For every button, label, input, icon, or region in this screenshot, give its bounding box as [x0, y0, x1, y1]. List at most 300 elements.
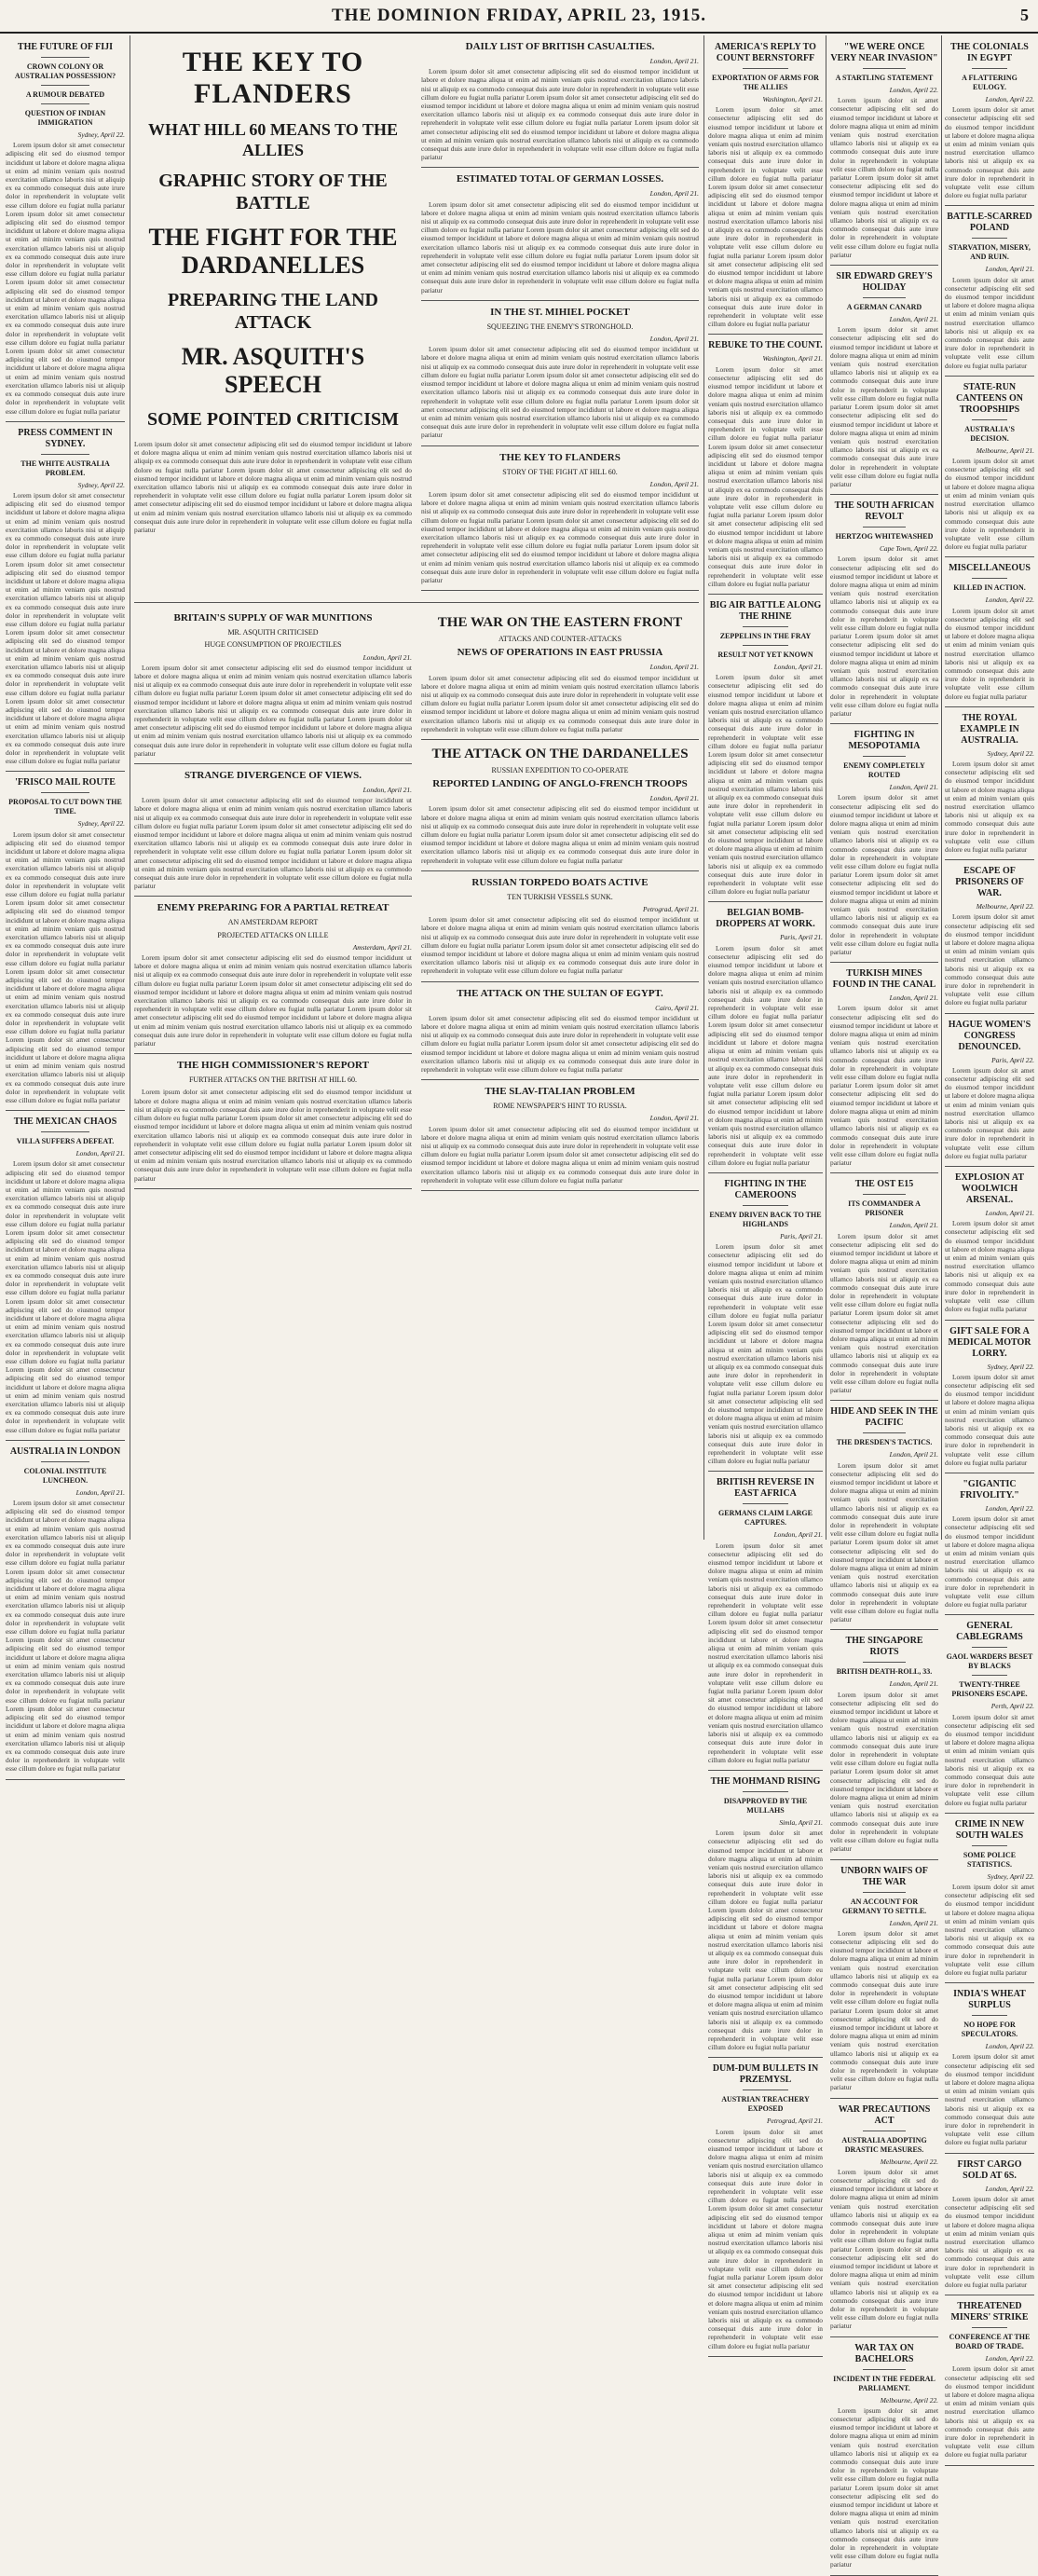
dateline: Perth, April 22. — [990, 1702, 1034, 1711]
rule-short — [863, 1662, 906, 1663]
rule-short — [743, 1791, 788, 1792]
dateline: London, April 22. — [889, 86, 938, 94]
article-headline: FIRST CARGO SOLD AT 6S. — [957, 2158, 1022, 2181]
dateline: London, April 21. — [889, 1450, 938, 1459]
dateline: Melbourne, April 22. — [976, 902, 1034, 911]
article-headline: WAR TAX ON BACHELORS — [854, 2342, 914, 2364]
section-body: Lorem ipsum dolor sit amet consectetur adipiscing elit sed do eiusmod tempor incididunt ut labore et dolore magna aliqua ut enim ad minim veniam quis nostrud exercitation ullamco laboris nisi ut aliquip ex ea commodo consequat duis aute irure dolor in reprehenderit in voluptate velit esse cillum dolore eu fugiat nulla pariatur Lorem ipsum dolor sit amet consectetur adipiscing elit sed do eiusmod tempor incididunt ut labore et dolore magna aliqua ut enim ad minim veniam quis nostrud exercitation ullamco laboris nisi ut aliquip ex ea commodo consequat duis aute irure dolor in reprehenderit in voluptate velit esse cillum dolore eu fugiat nulla pariatur — [421, 1013, 699, 1075]
dateline: Sydney, April 22. — [77, 819, 125, 829]
article-subheadline: A GERMAN CANARD — [846, 303, 922, 312]
article-subheadline: NO HOPE FOR SPECULATORS. — [961, 2021, 1018, 2039]
article-body: Lorem ipsum dolor sit amet consectetur adipiscing elit sed do eiusmod tempor incididunt ut labore et dolore magna aliqua ut enim ad minim veniam quis nostrud exercitation ullamco laboris nisi ut aliquip ex ea commodo consequat duis aute irure dolor in reprehenderit in voluptate velit esse cillum dolore eu fugiat nulla pariatur Lorem ipsum dolor sit amet consectetur adipiscing elit sed do eiusmod tempor incididunt ut labore et dolore magna aliqua ut enim ad minim veniam quis nostrud exercitation ullamco laboris nisi ut aliquip ex ea commodo consequat duis aute irure dolor in reprehenderit in voluptate velit esse cillum dolore eu fugiat nulla pariatur Lorem ipsum dolor sit amet consectetur adipiscing elit sed do eiusmod tempor incididunt ut labore et dolore magna aliqua ut enim ad minim veniam quis nostrud exercitation ullamco laboris nisi ut aliquip ex ea commodo consequat duis aute irure dolor in reprehenderit in voluptate velit esse cillum dolore eu fugiat nulla pariatur Lorem ipsum dolor sit amet consectetur adipiscing elit sed do eiusmod tempor incididunt ut labore et dolore magna aliqua ut enim ad minim veniam quis nostrud exercitation ullamco laboris nisi ut aliquip ex ea commodo consequat duis aute irure dolor in reprehenderit in voluptate velit esse cillum dolore eu fugiat nulla pariatur — [6, 829, 125, 1104]
rule-short — [972, 419, 1007, 420]
dateline: Sydney, April 22. — [987, 748, 1034, 758]
article-body: Lorem ipsum dolor sit amet consectetur adipiscing elit sed do eiusmod tempor incididunt ut labore et dolore magna aliqua ut enim ad minim veniam quis nostrud exercitation ullamco laboris nisi ut aliquip ex ea commodo consequat duis aute irure dolor in reprehenderit in voluptate velit esse cillum dolore eu fugiat nulla pariatur Lorem ipsum dolor sit amet consectetur adipiscing elit sed do eiusmod tempor incididunt ut labore et dolore magna aliqua ut enim ad minim veniam quis nostrud exercitation ullamco laboris nisi ut aliquip ex ea commodo consequat duis aute irure dolor in reprehenderit in voluptate velit esse cillum dolore eu fugiat nulla pariatur — [830, 1231, 938, 1395]
article-headline: TURKISH MINES FOUND IN THE CANAL — [832, 968, 936, 991]
column-5 — [945, 37, 1034, 2460]
article-body: Lorem ipsum dolor sit amet consectetur adipiscing elit sed do eiusmod tempor incididunt ut labore et dolore magna aliqua ut enim ad minim veniam quis nostrud exercitation ullamco laboris nisi ut aliquip ex ea commodo consequat duis aute irure dolor in reprehenderit in voluptate velit esse cillum dolore eu fugiat nulla pariatur — [945, 759, 1034, 854]
rule-short — [41, 792, 89, 793]
rule-short — [863, 1194, 906, 1195]
rule-short — [972, 1647, 1007, 1648]
dateline: London, April 21. — [985, 265, 1034, 274]
rule-short — [863, 2369, 906, 2370]
article-rule — [708, 334, 823, 335]
article-body: Lorem ipsum dolor sit amet consectetur adipiscing elit sed do eiusmod tempor incididunt ut labore et dolore magna aliqua ut enim ad minim veniam quis nostrud exercitation ullamco laboris nisi ut aliquip ex ea commodo consequat duis aute irure dolor in reprehenderit in voluptate velit esse cillum dolore eu fugiat nulla pariatur — [945, 1712, 1034, 1807]
article-subheadline: AUSTRIAN TREACHERY EXPOSED — [721, 2095, 810, 2114]
rule-short — [743, 68, 788, 69]
article-headline: "WE WERE ONCE VERY NEAR INVASION" — [830, 42, 938, 63]
article-subheadline: CONFERENCE AT THE BOARD OF TRADE. — [949, 2333, 1031, 2351]
article-subheadline: DISAPPROVED BY THE MULLAHS — [723, 1796, 808, 1815]
rule-short — [972, 1845, 1007, 1846]
rule-short — [972, 2015, 1007, 2016]
rule-short — [863, 297, 906, 298]
article-body: Lorem ipsum dolor sit amet consectetur adipiscing elit sed do eiusmod tempor incididunt ut labore et dolore magna aliqua ut enim ad minim veniam quis nostrud exercitation ullamco laboris nisi ut aliquip ex ea commodo consequat duis aute irure dolor in reprehenderit in voluptate velit esse cillum dolore eu fugiat nulla pariatur — [945, 2052, 1034, 2147]
section-rule — [421, 1190, 699, 1191]
section-body: Lorem ipsum dolor sit amet consectetur adipiscing elit sed do eiusmod tempor incididunt ut labore et dolore magna aliqua ut enim ad minim veniam quis nostrud exercitation ullamco laboris nisi ut aliquip ex ea commodo consequat duis aute irure dolor in reprehenderit in voluptate velit esse cillum dolore eu fugiat nulla pariatur Lorem ipsum dolor sit amet consectetur adipiscing elit sed do eiusmod tempor incididunt ut labore et dolore magna aliqua ut enim ad minim veniam quis nostrud exercitation ullamco laboris nisi ut aliquip ex ea commodo consequat duis aute irure dolor in reprehenderit in voluptate velit esse cillum dolore eu fugiat nulla pariatur Lorem ipsum dolor sit amet consectetur adipiscing elit sed do eiusmod tempor incididunt ut labore et dolore magna aliqua ut enim ad minim veniam quis nostrud exercitation ullamco laboris nisi ut aliquip ex ea commodo consequat duis aute irure dolor in reprehenderit in voluptate velit esse cillum dolore eu fugiat nulla pariatur — [134, 663, 412, 758]
dateline: Washington, April 21. — [762, 354, 823, 363]
section-body: Lorem ipsum dolor sit amet consectetur adipiscing elit sed do eiusmod tempor incididunt ut labore et dolore magna aliqua ut enim ad minim veniam quis nostrud exercitation ullamco laboris nisi ut aliquip ex ea commodo consequat duis aute irure dolor in reprehenderit in voluptate velit esse cillum dolore eu fugiat nulla pariatur Lorem ipsum dolor sit amet consectetur adipiscing elit sed do eiusmod tempor incididunt ut labore et dolore magna aliqua ut enim ad minim veniam quis nostrud exercitation ullamco laboris nisi ut aliquip ex ea commodo consequat duis aute irure dolor in reprehenderit in voluptate velit esse cillum dolore eu fugiat nulla pariatur Lorem ipsum dolor sit amet consectetur adipiscing elit sed do eiusmod tempor incididunt ut labore et dolore magna aliqua ut enim ad minim veniam quis nostrud exercitation ullamco laboris nisi ut aliquip ex ea commodo consequat duis aute irure dolor in reprehenderit in voluptate velit esse cillum dolore eu fugiat nulla pariatur — [421, 345, 699, 440]
masthead-title: THE DOMINION FRIDAY, APRIL 23, 1915. — [332, 6, 706, 25]
dateline: London, April 21. — [649, 479, 699, 488]
dateline: Petrograd, April 21. — [643, 905, 699, 914]
rule-short — [863, 68, 906, 69]
dateline: London, April 21. — [75, 1487, 125, 1497]
article-body: Lorem ipsum dolor sit amet consectetur adipiscing elit sed do eiusmod tempor incididunt ut labore et dolore magna aliqua ut enim ad minim veniam quis nostrud exercitation ullamco laboris nisi ut aliquip ex ea commodo consequat duis aute irure dolor in reprehenderit in voluptate velit esse cillum dolore eu fugiat nulla pariatur Lorem ipsum dolor sit amet consectetur adipiscing elit sed do eiusmod tempor incididunt ut labore et dolore magna aliqua ut enim ad minim veniam quis nostrud exercitation ullamco laboris nisi ut aliquip ex ea commodo consequat duis aute irure dolor in reprehenderit in voluptate velit esse cillum dolore eu fugiat nulla pariatur Lorem ipsum dolor sit amet consectetur adipiscing elit sed do eiusmod tempor incididunt ut labore et dolore magna aliqua ut enim ad minim veniam quis nostrud exercitation ullamco laboris nisi ut aliquip ex ea commodo consequat duis aute irure dolor in reprehenderit in voluptate velit esse cillum dolore eu fugiat nulla pariatur — [708, 1829, 823, 2052]
article-headline: 'FRISCO MAIL ROUTE — [15, 777, 116, 788]
article-body: Lorem ipsum dolor sit amet consectetur adipiscing elit sed do eiusmod tempor incididunt ut labore et dolore magna aliqua ut enim ad minim veniam quis nostrud exercitation ullamco laboris nisi ut aliquip ex ea commodo consequat duis aute irure dolor in reprehenderit in voluptate velit esse cillum dolore eu fugiat nulla pariatur Lorem ipsum dolor sit amet consectetur adipiscing elit sed do eiusmod tempor incididunt ut labore et dolore magna aliqua ut enim ad minim veniam quis nostrud exercitation ullamco laboris nisi ut aliquip ex ea commodo consequat duis aute irure dolor in reprehenderit in voluptate velit esse cillum dolore eu fugiat nulla pariatur — [830, 2405, 938, 2569]
article-rule — [6, 421, 125, 422]
article-body: Lorem ipsum dolor sit amet consectetur adipiscing elit sed do eiusmod tempor incididunt ut labore et dolore magna aliqua ut enim ad minim veniam quis nostrud exercitation ullamco laboris nisi ut aliquip ex ea commodo consequat duis aute irure dolor in reprehenderit in voluptate velit esse cillum dolore eu fugiat nulla pariatur Lorem ipsum dolor sit amet consectetur adipiscing elit sed do eiusmod tempor incididunt ut labore et dolore magna aliqua ut enim ad minim veniam quis nostrud exercitation ullamco laboris nisi ut aliquip ex ea commodo consequat duis aute irure dolor in reprehenderit in voluptate velit esse cillum dolore eu fugiat nulla pariatur — [830, 96, 938, 259]
rule-short — [972, 578, 1007, 579]
section-subheadline: MR. ASQUITH CRITICISED — [227, 628, 319, 637]
dateline: London, April 22. — [985, 2042, 1034, 2051]
article-subheadline: AUSTRALIA ADOPTING DRASTIC MEASURES. — [841, 2135, 927, 2154]
article-body: Lorem ipsum dolor sit amet consectetur adipiscing elit sed do eiusmod tempor incididunt ut labore et dolore magna aliqua ut enim ad minim veniam quis nostrud exercitation ullamco laboris nisi ut aliquip ex ea commodo consequat duis aute irure dolor in reprehenderit in voluptate velit esse cillum dolore eu fugiat nulla pariatur — [945, 105, 1034, 200]
article-headline: BELGIAN BOMB-DROPPERS AT WORK. — [716, 908, 815, 930]
article-headline: THE ROYAL EXAMPLE IN AUSTRALIA. — [960, 712, 1019, 746]
article-rule — [708, 2057, 823, 2058]
column-3 — [708, 37, 823, 2350]
rule-short — [743, 626, 788, 627]
section-rule — [134, 1188, 412, 1189]
section-headline: THE KEY TO FLANDERS — [499, 451, 621, 463]
article-rule — [708, 2356, 823, 2357]
rule-short — [41, 1131, 89, 1132]
page-number: 5 — [1020, 6, 1029, 24]
section-subheadline: ATTACKS AND COUNTER-ATTACKS — [498, 635, 622, 644]
section-rule — [134, 896, 412, 897]
article-body: Lorem ipsum dolor sit amet consectetur adipiscing elit sed do eiusmod tempor incididunt ut labore et dolore magna aliqua ut enim ad minim veniam quis nostrud exercitation ullamco laboris nisi ut aliquip ex ea commodo consequat duis aute irure dolor in reprehenderit in voluptate velit esse cillum dolore eu fugiat nulla pariatur Lorem ipsum dolor sit amet consectetur adipiscing elit sed do eiusmod tempor incididunt ut labore et dolore magna aliqua ut enim ad minim veniam quis nostrud exercitation ullamco laboris nisi ut aliquip ex ea commodo consequat duis aute irure dolor in reprehenderit in voluptate velit esse cillum dolore eu fugiat nulla pariatur Lorem ipsum dolor sit amet consectetur adipiscing elit sed do eiusmod tempor incididunt ut labore et dolore magna aliqua ut enim ad minim veniam quis nostrud exercitation ullamco laboris nisi ut aliquip ex ea commodo consequat duis aute irure dolor in reprehenderit in voluptate velit esse cillum dolore eu fugiat nulla pariatur Lorem ipsum dolor sit amet consectetur adipiscing elit sed do eiusmod tempor incididunt ut labore et dolore magna aliqua ut enim ad minim veniam quis nostrud exercitation ullamco laboris nisi ut aliquip ex ea commodo consequat duis aute irure dolor in reprehenderit in voluptate velit esse cillum dolore eu fugiat nulla pariatur — [6, 1159, 125, 1434]
article-subheadline: EXPORTATION OF ARMS FOR THE ALLIES — [712, 74, 819, 91]
dateline: London, April 21. — [649, 335, 699, 344]
dateline: London, April 22. — [985, 1503, 1034, 1513]
headline-asquith-speech: MR. ASQUITH'S SPEECH — [181, 343, 365, 398]
section-body: Lorem ipsum dolor sit amet consectetur adipiscing elit sed do eiusmod tempor incididunt ut labore et dolore magna aliqua ut enim ad minim veniam quis nostrud exercitation ullamco laboris nisi ut aliquip ex ea commodo consequat duis aute irure dolor in reprehenderit in voluptate velit esse cillum dolore eu fugiat nulla pariatur Lorem ipsum dolor sit amet consectetur adipiscing elit sed do eiusmod tempor incididunt ut labore et dolore magna aliqua ut enim ad minim veniam quis nostrud exercitation ullamco laboris nisi ut aliquip ex ea commodo consequat duis aute irure dolor in reprehenderit in voluptate velit esse cillum dolore eu fugiat nulla pariatur — [421, 804, 699, 865]
dateline: Paris, April 22. — [991, 1055, 1034, 1064]
dateline: Sydney, April 22. — [77, 130, 125, 139]
article-headline: GIFT SALE FOR A MEDICAL MOTOR LORRY. — [948, 1325, 1031, 1359]
article-body: Lorem ipsum dolor sit amet consectetur adipiscing elit sed do eiusmod tempor incididunt ut labore et dolore magna aliqua ut enim ad minim veniam quis nostrud exercitation ullamco laboris nisi ut aliquip ex ea commodo consequat duis aute irure dolor in reprehenderit in voluptate velit esse cillum dolore eu fugiat nulla pariatur Lorem ipsum dolor sit amet consectetur adipiscing elit sed do eiusmod tempor incididunt ut labore et dolore magna aliqua ut enim ad minim veniam quis nostrud exercitation ullamco laboris nisi ut aliquip ex ea commodo consequat duis aute irure dolor in reprehenderit in voluptate velit esse cillum dolore eu fugiat nulla pariatur — [830, 1460, 938, 1624]
dateline: London, April 21. — [362, 652, 412, 662]
article-headline: THE MOHMAND RISING — [710, 1775, 821, 1787]
article-rule — [708, 901, 823, 902]
dateline: Petrograd, April 21. — [767, 2117, 823, 2126]
article-headline: DUM-DUM BULLETS IN PRZEMYSL — [712, 2063, 819, 2086]
article-headline: AUSTRALIA IN LONDON — [9, 1446, 121, 1457]
article-headline: BIG AIR BATTLE ALONG THE RHINE — [709, 599, 822, 622]
section-headline: THE WAR ON THE EASTERN FRONT — [437, 615, 683, 631]
article-headline: THE MEXICAN CHAOS — [13, 1117, 117, 1128]
column-4 — [830, 37, 938, 2569]
rule-short — [41, 454, 89, 455]
section-rule — [421, 167, 699, 168]
article-rule — [945, 1614, 1034, 1615]
article-rule — [6, 1440, 125, 1441]
column-rule — [941, 35, 942, 1540]
article-headline: ESCAPE OF PRISONERS OF WAR. — [955, 866, 1024, 899]
article-body: Lorem ipsum dolor sit amet consectetur adipiscing elit sed do eiusmod tempor incididunt ut labore et dolore magna aliqua ut enim ad minim veniam quis nostrud exercitation ullamco laboris nisi ut aliquip ex ea commodo consequat duis aute irure dolor in reprehenderit in voluptate velit esse cillum dolore eu fugiat nulla pariatur — [945, 606, 1034, 701]
rule-short — [743, 645, 788, 646]
dateline: Melbourne, April 21. — [976, 445, 1034, 455]
section-body: Lorem ipsum dolor sit amet consectetur adipiscing elit sed do eiusmod tempor incididunt ut labore et dolore magna aliqua ut enim ad minim veniam quis nostrud exercitation ullamco laboris nisi ut aliquip ex ea commodo consequat duis aute irure dolor in reprehenderit in voluptate velit esse cillum dolore eu fugiat nulla pariatur Lorem ipsum dolor sit amet consectetur adipiscing elit sed do eiusmod tempor incididunt ut labore et dolore magna aliqua ut enim ad minim veniam quis nostrud exercitation ullamco laboris nisi ut aliquip ex ea commodo consequat duis aute irure dolor in reprehenderit in voluptate velit esse cillum dolore eu fugiat nulla pariatur Lorem ipsum dolor sit amet consectetur adipiscing elit sed do eiusmod tempor incididunt ut labore et dolore magna aliqua ut enim ad minim veniam quis nostrud exercitation ullamco laboris nisi ut aliquip ex ea commodo consequat duis aute irure dolor in reprehenderit in voluptate velit esse cillum dolore eu fugiat nulla pariatur — [421, 489, 699, 584]
article-rule — [830, 1859, 938, 1860]
article-body: Lorem ipsum dolor sit amet consectetur adipiscing elit sed do eiusmod tempor incididunt ut labore et dolore magna aliqua ut enim ad minim veniam quis nostrud exercitation ullamco laboris nisi ut aliquip ex ea commodo consequat duis aute irure dolor in reprehenderit in voluptate velit esse cillum dolore eu fugiat nulla pariatur Lorem ipsum dolor sit amet consectetur adipiscing elit sed do eiusmod tempor incididunt ut labore et dolore magna aliqua ut enim ad minim veniam quis nostrud exercitation ullamco laboris nisi ut aliquip ex ea commodo consequat duis aute irure dolor in reprehenderit in voluptate velit esse cillum dolore eu fugiat nulla pariatur Lorem ipsum dolor sit amet consectetur adipiscing elit sed do eiusmod tempor incididunt ut labore et dolore magna aliqua ut enim ad minim veniam quis nostrud exercitation ullamco laboris nisi ut aliquip ex ea commodo consequat duis aute irure dolor in reprehenderit in voluptate velit esse cillum dolore eu fugiat nulla pariatur — [708, 2127, 823, 2350]
dateline: London, April 21. — [649, 189, 699, 199]
headline-graphic-story: GRAPHIC STORY OF THE BATTLE — [158, 171, 388, 213]
article-body: Lorem ipsum dolor sit amet consectetur adipiscing elit sed do eiusmod tempor incididunt ut labore et dolore magna aliqua ut enim ad minim veniam quis nostrud exercitation ullamco laboris nisi ut aliquip ex ea commodo consequat duis aute irure dolor in reprehenderit in voluptate velit esse cillum dolore eu fugiat nulla pariatur — [945, 2364, 1034, 2460]
article-rule — [6, 1779, 125, 1780]
rule-short — [743, 1503, 788, 1504]
rule-short — [972, 68, 1007, 69]
article-rule — [708, 1172, 823, 1173]
article-body: Lorem ipsum dolor sit amet consectetur adipiscing elit sed do eiusmod tempor incididunt ut labore et dolore magna aliqua ut enim ad minim veniam quis nostrud exercitation ullamco laboris nisi ut aliquip ex ea commodo consequat duis aute irure dolor in reprehenderit in voluptate velit esse cillum dolore eu fugiat nulla pariatur Lorem ipsum dolor sit amet consectetur adipiscing elit sed do eiusmod tempor incididunt ut labore et dolore magna aliqua ut enim ad minim veniam quis nostrud exercitation ullamco laboris nisi ut aliquip ex ea commodo consequat duis aute irure dolor in reprehenderit in voluptate velit esse cillum dolore eu fugiat nulla pariatur Lorem ipsum dolor sit amet consectetur adipiscing elit sed do eiusmod tempor incididunt ut labore et dolore magna aliqua ut enim ad minim veniam quis nostrud exercitation ullamco laboris nisi ut aliquip ex ea commodo consequat duis aute irure dolor in reprehenderit in voluptate velit esse cillum dolore eu fugiat nulla pariatur — [708, 1541, 823, 1764]
section-headline: ENEMY PREPARING FOR A PARTIAL RETREAT — [157, 902, 389, 914]
article-headline: FIGHTING IN MESOPOTAMIA — [848, 730, 921, 752]
article-subheadline: GAOL WARDERS BESET BY BLACKS — [946, 1652, 1033, 1671]
dateline: London, April 21. — [889, 993, 938, 1003]
section-subheadline: PROJECTED ATTACKS ON LILLE — [217, 930, 329, 939]
section-body: Lorem ipsum dolor sit amet consectetur adipiscing elit sed do eiusmod tempor incididunt ut labore et dolore magna aliqua ut enim ad minim veniam quis nostrud exercitation ullamco laboris nisi ut aliquip ex ea commodo consequat duis aute irure dolor in reprehenderit in voluptate velit esse cillum dolore eu fugiat nulla pariatur Lorem ipsum dolor sit amet consectetur adipiscing elit sed do eiusmod tempor incididunt ut labore et dolore magna aliqua ut enim ad minim veniam quis nostrud exercitation ullamco laboris nisi ut aliquip ex ea commodo consequat duis aute irure dolor in reprehenderit in voluptate velit esse cillum dolore eu fugiat nulla pariatur Lorem ipsum dolor sit amet consectetur adipiscing elit sed do eiusmod tempor incididunt ut labore et dolore magna aliqua ut enim ad minim veniam quis nostrud exercitation ullamco laboris nisi ut aliquip ex ea commodo consequat duis aute irure dolor in reprehenderit in voluptate velit esse cillum dolore eu fugiat nulla pariatur — [134, 953, 412, 1048]
headline-pointed-criticism: SOME POINTED CRITICISM — [146, 409, 400, 430]
article-headline: THE SINGAPORE RIOTS — [845, 1636, 923, 1658]
dateline: Sydney, April 22. — [987, 1871, 1034, 1881]
section-headline: IN THE ST. MIHIEL POCKET — [490, 306, 630, 318]
dateline: London, April 21. — [75, 1149, 125, 1158]
article-subheadline: INCIDENT IN THE FEDERAL PARLIAMENT. — [833, 2374, 936, 2392]
article-headline: THE SOUTH AFRICAN REVOLT — [834, 500, 935, 523]
article-body: Lorem ipsum dolor sit amet consectetur adipiscing elit sed do eiusmod tempor incididunt ut labore et dolore magna aliqua ut enim ad minim veniam quis nostrud exercitation ullamco laboris nisi ut aliquip ex ea commodo consequat duis aute irure dolor in reprehenderit in voluptate velit esse cillum dolore eu fugiat nulla pariatur Lorem ipsum dolor sit amet consectetur adipiscing elit sed do eiusmod tempor incididunt ut labore et dolore magna aliqua ut enim ad minim veniam quis nostrud exercitation ullamco laboris nisi ut aliquip ex ea commodo consequat duis aute irure dolor in reprehenderit in voluptate velit esse cillum dolore eu fugiat nulla pariatur Lorem ipsum dolor sit amet consectetur adipiscing elit sed do eiusmod tempor incididunt ut labore et dolore magna aliqua ut enim ad minim veniam quis nostrud exercitation ullamco laboris nisi ut aliquip ex ea commodo consequat duis aute irure dolor in reprehenderit in voluptate velit esse cillum dolore eu fugiat nulla pariatur — [708, 943, 823, 1167]
column-rule — [703, 35, 704, 1540]
section-body: Lorem ipsum dolor sit amet consectetur adipiscing elit sed do eiusmod tempor incididunt ut labore et dolore magna aliqua ut enim ad minim veniam quis nostrud exercitation ullamco laboris nisi ut aliquip ex ea commodo consequat duis aute irure dolor in reprehenderit in voluptate velit esse cillum dolore eu fugiat nulla pariatur Lorem ipsum dolor sit amet consectetur adipiscing elit sed do eiusmod tempor incididunt ut labore et dolore magna aliqua ut enim ad minim veniam quis nostrud exercitation ullamco laboris nisi ut aliquip ex ea commodo consequat duis aute irure dolor in reprehenderit in voluptate velit esse cillum dolore eu fugiat nulla pariatur Lorem ipsum dolor sit amet consectetur adipiscing elit sed do eiusmod tempor incididunt ut labore et dolore magna aliqua ut enim ad minim veniam quis nostrud exercitation ullamco laboris nisi ut aliquip ex ea commodo consequat duis aute irure dolor in reprehenderit in voluptate velit esse cillum dolore eu fugiat nulla pariatur — [421, 67, 699, 162]
article-headline: SIR EDWARD GREY'S HOLIDAY — [836, 271, 933, 294]
section-headline: THE HIGH COMMISSIONER'S REPORT — [177, 1060, 369, 1072]
article-body: Lorem ipsum dolor sit amet consectetur adipiscing elit sed do eiusmod tempor incididunt ut labore et dolore magna aliqua ut enim ad minim veniam quis nostrud exercitation ullamco laboris nisi ut aliquip ex ea commodo consequat duis aute irure dolor in reprehenderit in voluptate velit esse cillum dolore eu fugiat nulla pariatur Lorem ipsum dolor sit amet consectetur adipiscing elit sed do eiusmod tempor incididunt ut labore et dolore magna aliqua ut enim ad minim veniam quis nostrud exercitation ullamco laboris nisi ut aliquip ex ea commodo consequat duis aute irure dolor in reprehenderit in voluptate velit esse cillum dolore eu fugiat nulla pariatur Lorem ipsum dolor sit amet consectetur adipiscing elit sed do eiusmod tempor incididunt ut labore et dolore magna aliqua ut enim ad minim veniam quis nostrud exercitation ullamco laboris nisi ut aliquip ex ea commodo consequat duis aute irure dolor in reprehenderit in voluptate velit esse cillum dolore eu fugiat nulla pariatur — [708, 673, 823, 897]
article-rule — [945, 2465, 1034, 2466]
section-rule — [421, 445, 699, 446]
rule-short — [972, 238, 1007, 239]
article-rule — [708, 1770, 823, 1771]
article-headline: THE FUTURE OF FIJI — [17, 42, 114, 52]
headline-hill-60: WHAT HILL 60 MEANS TO THE ALLIES — [148, 120, 398, 159]
section-rule — [421, 739, 699, 740]
section-rule — [421, 300, 699, 301]
dateline: Cape Town, April 22. — [879, 544, 938, 554]
article-headline: GENERAL CABLEGRAMS — [956, 1621, 1023, 1643]
article-rule — [945, 706, 1034, 707]
article-body: Lorem ipsum dolor sit amet consectetur adipiscing elit sed do eiusmod tempor incididunt ut labore et dolore magna aliqua ut enim ad minim veniam quis nostrud exercitation ullamco laboris nisi ut aliquip ex ea commodo consequat duis aute irure dolor in reprehenderit in voluptate velit esse cillum dolore eu fugiat nulla pariatur — [945, 1065, 1034, 1160]
article-body: Lorem ipsum dolor sit amet consectetur adipiscing elit sed do eiusmod tempor incididunt ut labore et dolore magna aliqua ut enim ad minim veniam quis nostrud exercitation ullamco laboris nisi ut aliquip ex ea commodo consequat duis aute irure dolor in reprehenderit in voluptate velit esse cillum dolore eu fugiat nulla pariatur — [945, 1219, 1034, 1314]
lead-article-body: Lorem ipsum dolor sit amet consectetur adipiscing elit sed do eiusmod tempor incididunt ut labore et dolore magna aliqua ut enim ad minim veniam quis nostrud exercitation ullamco laboris nisi ut aliquip ex ea commodo consequat duis aute irure dolor in reprehenderit in voluptate velit esse cillum dolore eu fugiat nulla pariatur Lorem ipsum dolor sit amet consectetur adipiscing elit sed do eiusmod tempor incididunt ut labore et dolore magna aliqua ut enim ad minim veniam quis nostrud exercitation ullamco laboris nisi ut aliquip ex ea commodo consequat duis aute irure dolor in reprehenderit in voluptate velit esse cillum dolore eu fugiat nulla pariatur Lorem ipsum dolor sit amet consectetur adipiscing elit sed do eiusmod tempor incididunt ut labore et dolore magna aliqua ut enim ad minim veniam quis nostrud exercitation ullamco laboris nisi ut aliquip ex ea commodo consequat duis aute irure dolor in reprehenderit in voluptate velit esse cillum dolore eu fugiat nulla pariatur — [134, 440, 412, 535]
section-headline: RUSSIAN TORPEDO BOATS ACTIVE — [471, 876, 649, 888]
column-2-main — [134, 37, 699, 1540]
column-1 — [6, 37, 125, 1774]
right-subcolumn — [421, 37, 699, 596]
article-rule — [830, 1172, 938, 1173]
article-subheadline: VILLA SUFFERS A DEFEAT. — [16, 1137, 115, 1146]
rule-short — [863, 1892, 906, 1893]
section-body: Lorem ipsum dolor sit amet consectetur adipiscing elit sed do eiusmod tempor incididunt ut labore et dolore magna aliqua ut enim ad minim veniam quis nostrud exercitation ullamco laboris nisi ut aliquip ex ea commodo consequat duis aute irure dolor in reprehenderit in voluptate velit esse cillum dolore eu fugiat nulla pariatur Lorem ipsum dolor sit amet consectetur adipiscing elit sed do eiusmod tempor incididunt ut labore et dolore magna aliqua ut enim ad minim veniam quis nostrud exercitation ullamco laboris nisi ut aliquip ex ea commodo consequat duis aute irure dolor in reprehenderit in voluptate velit esse cillum dolore eu fugiat nulla pariatur Lorem ipsum dolor sit amet consectetur adipiscing elit sed do eiusmod tempor incididunt ut labore et dolore magna aliqua ut enim ad minim veniam quis nostrud exercitation ullamco laboris nisi ut aliquip ex ea commodo consequat duis aute irure dolor in reprehenderit in voluptate velit esse cillum dolore eu fugiat nulla pariatur — [134, 796, 412, 891]
article-subheadline: KILLED IN ACTION. — [953, 583, 1026, 593]
article-headline: WAR PRECAUTIONS ACT — [838, 2103, 931, 2126]
article-headline: CRIME IN NEW SOUTH WALES — [954, 1818, 1025, 1841]
article-subheadline: HERTZOG WHITEWASHED — [835, 532, 934, 541]
section-body: Lorem ipsum dolor sit amet consectetur adipiscing elit sed do eiusmod tempor incididunt ut labore et dolore magna aliqua ut enim ad minim veniam quis nostrud exercitation ullamco laboris nisi ut aliquip ex ea commodo consequat duis aute irure dolor in reprehenderit in voluptate velit esse cillum dolore eu fugiat nulla pariatur Lorem ipsum dolor sit amet consectetur adipiscing elit sed do eiusmod tempor incididunt ut labore et dolore magna aliqua ut enim ad minim veniam quis nostrud exercitation ullamco laboris nisi ut aliquip ex ea commodo consequat duis aute irure dolor in reprehenderit in voluptate velit esse cillum dolore eu fugiat nulla pariatur — [421, 915, 699, 976]
headline-land-attack: PREPARING THE LAND ATTACK — [168, 290, 378, 333]
rule-short — [743, 1205, 788, 1206]
article-rule — [830, 1400, 938, 1401]
section-subheadline: RUSSIAN EXPEDITION TO CO-OPERATE — [491, 765, 629, 774]
article-body: Lorem ipsum dolor sit amet consectetur adipiscing elit sed do eiusmod tempor incididunt ut labore et dolore magna aliqua ut enim ad minim veniam quis nostrud exercitation ullamco laboris nisi ut aliquip ex ea commodo consequat duis aute irure dolor in reprehenderit in voluptate velit esse cillum dolore eu fugiat nulla pariatur Lorem ipsum dolor sit amet consectetur adipiscing elit sed do eiusmod tempor incididunt ut labore et dolore magna aliqua ut enim ad minim veniam quis nostrud exercitation ullamco laboris nisi ut aliquip ex ea commodo consequat duis aute irure dolor in reprehenderit in voluptate velit esse cillum dolore eu fugiat nulla pariatur — [830, 793, 938, 957]
article-rule — [708, 1471, 823, 1472]
article-subheadline: TWENTY-THREE PRISONERS ESCAPE. — [951, 1680, 1028, 1699]
article-body: Lorem ipsum dolor sit amet consectetur adipiscing elit sed do eiusmod tempor incididunt ut labore et dolore magna aliqua ut enim ad minim veniam quis nostrud exercitation ullamco laboris nisi ut aliquip ex ea commodo consequat duis aute irure dolor in reprehenderit in voluptate velit esse cillum dolore eu fugiat nulla pariatur Lorem ipsum dolor sit amet consectetur adipiscing elit sed do eiusmod tempor incididunt ut labore et dolore magna aliqua ut enim ad minim veniam quis nostrud exercitation ullamco laboris nisi ut aliquip ex ea commodo consequat duis aute irure dolor in reprehenderit in voluptate velit esse cillum dolore eu fugiat nulla pariatur Lorem ipsum dolor sit amet consectetur adipiscing elit sed do eiusmod tempor incididunt ut labore et dolore magna aliqua ut enim ad minim veniam quis nostrud exercitation ullamco laboris nisi ut aliquip ex ea commodo consequat duis aute irure dolor in reprehenderit in voluptate velit esse cillum dolore eu fugiat nulla pariatur Lorem ipsum dolor sit amet consectetur adipiscing elit sed do eiusmod tempor incididunt ut labore et dolore magna aliqua ut enim ad minim veniam quis nostrud exercitation ullamco laboris nisi ut aliquip ex ea commodo consequat duis aute irure dolor in reprehenderit in voluptate velit esse cillum dolore eu fugiat nulla pariatur — [6, 1499, 125, 1774]
article-subheadline: ENEMY DRIVEN BACK TO THE HIGHLANDS — [709, 1210, 822, 1228]
article-rule — [830, 2098, 938, 2099]
rule-short — [41, 57, 89, 58]
article-headline: INDIA'S WHEAT SURPLUS — [953, 1989, 1026, 2011]
article-headline: THE OST E15 — [854, 1179, 914, 1190]
dateline: London, April 22. — [985, 596, 1034, 605]
section-headline: ESTIMATED TOTAL OF GERMAN LOSSES. — [456, 173, 664, 185]
section-subheadline: ROME NEWSPAPER'S HINT TO RUSSIA. — [493, 1102, 627, 1111]
article-body: Lorem ipsum dolor sit amet consectetur adipiscing elit sed do eiusmod tempor incididunt ut labore et dolore magna aliqua ut enim ad minim veniam quis nostrud exercitation ullamco laboris nisi ut aliquip ex ea commodo consequat duis aute irure dolor in reprehenderit in voluptate velit esse cillum dolore eu fugiat nulla pariatur — [945, 457, 1034, 552]
section-subheadline: TEN TURKISH VESSELS SUNK. — [507, 892, 613, 901]
article-subheadline: CROWN COLONY OR AUSTRALIAN POSSESSION? — [14, 62, 116, 80]
rule-short — [972, 2327, 1007, 2328]
article-headline: REBUKE TO THE COUNT. — [708, 340, 823, 351]
section-headline: THE ATTACK ON THE DARDANELLES — [431, 746, 689, 761]
section-body: Lorem ipsum dolor sit amet consectetur adipiscing elit sed do eiusmod tempor incididunt ut labore et dolore magna aliqua ut enim ad minim veniam quis nostrud exercitation ullamco laboris nisi ut aliquip ex ea commodo consequat duis aute irure dolor in reprehenderit in voluptate velit esse cillum dolore eu fugiat nulla pariatur Lorem ipsum dolor sit amet consectetur adipiscing elit sed do eiusmod tempor incididunt ut labore et dolore magna aliqua ut enim ad minim veniam quis nostrud exercitation ullamco laboris nisi ut aliquip ex ea commodo consequat duis aute irure dolor in reprehenderit in voluptate velit esse cillum dolore eu fugiat nulla pariatur Lorem ipsum dolor sit amet consectetur adipiscing elit sed do eiusmod tempor incididunt ut labore et dolore magna aliqua ut enim ad minim veniam quis nostrud exercitation ullamco laboris nisi ut aliquip ex ea commodo consequat duis aute irure dolor in reprehenderit in voluptate velit esse cillum dolore eu fugiat nulla pariatur — [421, 199, 699, 295]
section-headline: BRITAIN'S SUPPLY OF WAR MUNITIONS — [173, 612, 373, 624]
article-body: Lorem ipsum dolor sit amet consectetur adipiscing elit sed do eiusmod tempor incididunt ut labore et dolore magna aliqua ut enim ad minim veniam quis nostrud exercitation ullamco laboris nisi ut aliquip ex ea commodo consequat duis aute irure dolor in reprehenderit in voluptate velit esse cillum dolore eu fugiat nulla pariatur Lorem ipsum dolor sit amet consectetur adipiscing elit sed do eiusmod tempor incididunt ut labore et dolore magna aliqua ut enim ad minim veniam quis nostrud exercitation ullamco laboris nisi ut aliquip ex ea commodo consequat duis aute irure dolor in reprehenderit in voluptate velit esse cillum dolore eu fugiat nulla pariatur — [830, 2167, 938, 2331]
section-body: Lorem ipsum dolor sit amet consectetur adipiscing elit sed do eiusmod tempor incididunt ut labore et dolore magna aliqua ut enim ad minim veniam quis nostrud exercitation ullamco laboris nisi ut aliquip ex ea commodo consequat duis aute irure dolor in reprehenderit in voluptate velit esse cillum dolore eu fugiat nulla pariatur Lorem ipsum dolor sit amet consectetur adipiscing elit sed do eiusmod tempor incididunt ut labore et dolore magna aliqua ut enim ad minim veniam quis nostrud exercitation ullamco laboris nisi ut aliquip ex ea commodo consequat duis aute irure dolor in reprehenderit in voluptate velit esse cillum dolore eu fugiat nulla pariatur — [421, 673, 699, 733]
article-rule — [830, 2336, 938, 2337]
article-headline: MISCELLANEOUS — [949, 563, 1031, 574]
dateline: Washington, April 21. — [762, 95, 823, 103]
article-rule — [945, 1982, 1034, 1983]
dateline: London, April 22. — [985, 2354, 1034, 2364]
article-subheadline: BRITISH DEATH-ROLL, 33. — [836, 1667, 933, 1677]
dateline: London, April 21. — [889, 1918, 938, 1927]
article-body: Lorem ipsum dolor sit amet consectetur adipiscing elit sed do eiusmod tempor incididunt ut labore et dolore magna aliqua ut enim ad minim veniam quis nostrud exercitation ullamco laboris nisi ut aliquip ex ea commodo consequat duis aute irure dolor in reprehenderit in voluptate velit esse cillum dolore eu fugiat nulla pariatur — [945, 275, 1034, 370]
article-headline: BATTLE-SCARRED POLAND — [947, 212, 1032, 234]
dateline: London, April 21. — [649, 57, 699, 65]
masthead — [0, 0, 1038, 34]
article-body: Lorem ipsum dolor sit amet consectetur adipiscing elit sed do eiusmod tempor incididunt ut labore et dolore magna aliqua ut enim ad minim veniam quis nostrud exercitation ullamco laboris nisi ut aliquip ex ea commodo consequat duis aute irure dolor in reprehenderit in voluptate velit esse cillum dolore eu fugiat nulla pariatur Lorem ipsum dolor sit amet consectetur adipiscing elit sed do eiusmod tempor incididunt ut labore et dolore magna aliqua ut enim ad minim veniam quis nostrud exercitation ullamco laboris nisi ut aliquip ex ea commodo consequat duis aute irure dolor in reprehenderit in voluptate velit esse cillum dolore eu fugiat nulla pariatur Lorem ipsum dolor sit amet consectetur adipiscing elit sed do eiusmod tempor incididunt ut labore et dolore magna aliqua ut enim ad minim veniam quis nostrud exercitation ullamco laboris nisi ut aliquip ex ea commodo consequat duis aute irure dolor in reprehenderit in voluptate velit esse cillum dolore eu fugiat nulla pariatur — [708, 364, 823, 588]
rule-short — [863, 1432, 906, 1433]
dateline: London, April 21. — [889, 783, 938, 792]
section-body: Lorem ipsum dolor sit amet consectetur adipiscing elit sed do eiusmod tempor incididunt ut labore et dolore magna aliqua ut enim ad minim veniam quis nostrud exercitation ullamco laboris nisi ut aliquip ex ea commodo consequat duis aute irure dolor in reprehenderit in voluptate velit esse cillum dolore eu fugiat nulla pariatur Lorem ipsum dolor sit amet consectetur adipiscing elit sed do eiusmod tempor incididunt ut labore et dolore magna aliqua ut enim ad minim veniam quis nostrud exercitation ullamco laboris nisi ut aliquip ex ea commodo consequat duis aute irure dolor in reprehenderit in voluptate velit esse cillum dolore eu fugiat nulla pariatur Lorem ipsum dolor sit amet consectetur adipiscing elit sed do eiusmod tempor incididunt ut labore et dolore magna aliqua ut enim ad minim veniam quis nostrud exercitation ullamco laboris nisi ut aliquip ex ea commodo consequat duis aute irure dolor in reprehenderit in voluptate velit esse cillum dolore eu fugiat nulla pariatur — [134, 1088, 412, 1183]
dateline: London, April 21. — [889, 1221, 938, 1230]
article-rule — [945, 1166, 1034, 1167]
article-body: Lorem ipsum dolor sit amet consectetur adipiscing elit sed do eiusmod tempor incididunt ut labore et dolore magna aliqua ut enim ad minim veniam quis nostrud exercitation ullamco laboris nisi ut aliquip ex ea commodo consequat duis aute irure dolor in reprehenderit in voluptate velit esse cillum dolore eu fugiat nulla pariatur — [945, 1883, 1034, 1978]
dateline: Cairo, April 21. — [655, 1003, 699, 1012]
section-rule — [134, 1053, 412, 1054]
dateline: Paris, April 21. — [780, 933, 823, 942]
dateline: Sydney, April 22. — [77, 480, 125, 489]
article-body: Lorem ipsum dolor sit amet consectetur adipiscing elit sed do eiusmod tempor incididunt ut labore et dolore magna aliqua ut enim ad minim veniam quis nostrud exercitation ullamco laboris nisi ut aliquip ex ea commodo consequat duis aute irure dolor in reprehenderit in voluptate velit esse cillum dolore eu fugiat nulla pariatur — [945, 1514, 1034, 1610]
article-headline: THREATENED MINERS' STRIKE — [950, 2301, 1029, 2323]
left-subcolumn — [134, 609, 412, 1197]
article-headline: THE COLONIALS IN EGYPT — [950, 42, 1029, 63]
section-subheadline: FURTHER ATTACKS ON THE BRITISH AT HILL 60. — [188, 1076, 358, 1085]
dateline: London, April 21. — [773, 1530, 823, 1540]
article-rule — [6, 771, 125, 772]
article-subheadline: RESULT NOT YET KNOWN — [717, 650, 813, 659]
section-body: Lorem ipsum dolor sit amet consectetur adipiscing elit sed do eiusmod tempor incididunt ut labore et dolore magna aliqua ut enim ad minim veniam quis nostrud exercitation ullamco laboris nisi ut aliquip ex ea commodo consequat duis aute irure dolor in reprehenderit in voluptate velit esse cillum dolore eu fugiat nulla pariatur Lorem ipsum dolor sit amet consectetur adipiscing elit sed do eiusmod tempor incididunt ut labore et dolore magna aliqua ut enim ad minim veniam quis nostrud exercitation ullamco laboris nisi ut aliquip ex ea commodo consequat duis aute irure dolor in reprehenderit in voluptate velit esse cillum dolore eu fugiat nulla pariatur — [421, 1124, 699, 1185]
article-headline: HIDE AND SEEK IN THE PACIFIC — [830, 1406, 938, 1429]
article-subheadline: THE WHITE AUSTRALIA PROBLEM. — [20, 459, 110, 477]
article-headline: UNBORN WAIFS OF THE WAR — [840, 1865, 928, 1887]
rule-short — [41, 1461, 89, 1462]
article-headline: EXPLOSION AT WOOLWICH ARSENAL. — [955, 1172, 1024, 1206]
article-rule — [830, 1629, 938, 1630]
section-rule — [421, 1079, 699, 1080]
article-headline: STATE-RUN CANTEENS ON TROOPSHIPS — [956, 381, 1023, 415]
article-body: Lorem ipsum dolor sit amet consectetur adipiscing elit sed do eiusmod tempor incididunt ut labore et dolore magna aliqua ut enim ad minim veniam quis nostrud exercitation ullamco laboris nisi ut aliquip ex ea commodo consequat duis aute irure dolor in reprehenderit in voluptate velit esse cillum dolore eu fugiat nulla pariatur — [945, 2194, 1034, 2289]
article-body: Lorem ipsum dolor sit amet consectetur adipiscing elit sed do eiusmod tempor incididunt ut labore et dolore magna aliqua ut enim ad minim veniam quis nostrud exercitation ullamco laboris nisi ut aliquip ex ea commodo consequat duis aute irure dolor in reprehenderit in voluptate velit esse cillum dolore eu fugiat nulla pariatur Lorem ipsum dolor sit amet consectetur adipiscing elit sed do eiusmod tempor incididunt ut labore et dolore magna aliqua ut enim ad minim veniam quis nostrud exercitation ullamco laboris nisi ut aliquip ex ea commodo consequat duis aute irure dolor in reprehenderit in voluptate velit esse cillum dolore eu fugiat nulla pariatur — [830, 1690, 938, 1854]
dateline: London, April 21. — [985, 1209, 1034, 1218]
article-body: Lorem ipsum dolor sit amet consectetur adipiscing elit sed do eiusmod tempor incididunt ut labore et dolore magna aliqua ut enim ad minim veniam quis nostrud exercitation ullamco laboris nisi ut aliquip ex ea commodo consequat duis aute irure dolor in reprehenderit in voluptate velit esse cillum dolore eu fugiat nulla pariatur Lorem ipsum dolor sit amet consectetur adipiscing elit sed do eiusmod tempor incididunt ut labore et dolore magna aliqua ut enim ad minim veniam quis nostrud exercitation ullamco laboris nisi ut aliquip ex ea commodo consequat duis aute irure dolor in reprehenderit in voluptate velit esse cillum dolore eu fugiat nulla pariatur Lorem ipsum dolor sit amet consectetur adipiscing elit sed do eiusmod tempor incididunt ut labore et dolore magna aliqua ut enim ad minim veniam quis nostrud exercitation ullamco laboris nisi ut aliquip ex ea commodo consequat duis aute irure dolor in reprehenderit in voluptate velit esse cillum dolore eu fugiat nulla pariatur Lorem ipsum dolor sit amet consectetur adipiscing elit sed do eiusmod tempor incididunt ut labore et dolore magna aliqua ut enim ad minim veniam quis nostrud exercitation ullamco laboris nisi ut aliquip ex ea commodo consequat duis aute irure dolor in reprehenderit in voluptate velit esse cillum dolore eu fugiat nulla pariatur — [6, 141, 125, 416]
war-news-subcolumn — [421, 609, 699, 1197]
article-subheadline: QUESTION OF INDIAN IMMIGRATION — [24, 109, 106, 127]
section-subheadline: AN AMSTERDAM REPORT — [227, 918, 319, 927]
dateline: Sydney, April 22. — [987, 1362, 1034, 1371]
article-headline: "GIGANTIC FRIVOLITY." — [960, 1478, 1019, 1500]
dateline: London, April 21. — [649, 794, 699, 803]
headline-key-to-flanders: THE KEY TO FLANDERS — [182, 47, 364, 109]
dateline: London, April 21. — [649, 663, 699, 672]
article-headline: AMERICA'S REPLY TO COUNT BERNSTORFF — [715, 42, 816, 63]
article-subheadline: ZEPPELINS IN THE FRAY — [719, 631, 812, 640]
article-rule — [945, 556, 1034, 557]
section-headline: THE ATTACK ON THE SULTAN OF EGYPT. — [457, 987, 663, 999]
section-subheadline: STORY OF THE FIGHT AT HILL 60. — [502, 467, 618, 476]
article-subheadline: A STARTLING STATEMENT — [835, 74, 934, 82]
rule-short — [972, 1675, 1007, 1676]
article-rule — [945, 2153, 1034, 2154]
article-subheadline: A FLATTERING EULOGY. — [962, 74, 1018, 91]
article-subheadline: A RUMOUR DEBATED — [25, 90, 105, 99]
dateline: London, April 22. — [985, 2184, 1034, 2193]
article-rule — [945, 205, 1034, 206]
dateline: Melbourne, April 22. — [880, 2395, 938, 2405]
article-headline: PRESS COMMENT IN SYDNEY. — [18, 427, 113, 449]
article-rule — [6, 1110, 125, 1111]
article-rule — [830, 723, 938, 724]
article-rule — [945, 376, 1034, 377]
rule-short — [863, 756, 906, 757]
article-body: Lorem ipsum dolor sit amet consectetur adipiscing elit sed do eiusmod tempor incididunt ut labore et dolore magna aliqua ut enim ad minim veniam quis nostrud exercitation ullamco laboris nisi ut aliquip ex ea commodo consequat duis aute irure dolor in reprehenderit in voluptate velit esse cillum dolore eu fugiat nulla pariatur Lorem ipsum dolor sit amet consectetur adipiscing elit sed do eiusmod tempor incididunt ut labore et dolore magna aliqua ut enim ad minim veniam quis nostrud exercitation ullamco laboris nisi ut aliquip ex ea commodo consequat duis aute irure dolor in reprehenderit in voluptate velit esse cillum dolore eu fugiat nulla pariatur — [830, 1004, 938, 1168]
article-rule — [945, 1320, 1034, 1321]
article-rule — [945, 1013, 1034, 1014]
rule-short — [863, 527, 906, 528]
article-subheadline: ENEMY COMPLETELY ROUTED — [843, 761, 925, 780]
rule-short — [41, 103, 89, 104]
dateline: London, April 21. — [889, 315, 938, 324]
dateline: London, April 21. — [773, 662, 823, 671]
article-headline: FIGHTING IN THE CAMEROONS — [724, 1178, 807, 1200]
article-body: Lorem ipsum dolor sit amet consectetur adipiscing elit sed do eiusmod tempor incididunt ut labore et dolore magna aliqua ut enim ad minim veniam quis nostrud exercitation ullamco laboris nisi ut aliquip ex ea commodo consequat duis aute irure dolor in reprehenderit in voluptate velit esse cillum dolore eu fugiat nulla pariatur — [945, 912, 1034, 1007]
key-to-flanders-banner — [134, 37, 412, 596]
dateline: London, April 21. — [362, 786, 412, 794]
dateline: London, April 22. — [985, 95, 1034, 103]
article-rule — [830, 265, 938, 266]
article-subheadline: THE DRESDEN'S TACTICS. — [836, 1438, 933, 1447]
article-body: Lorem ipsum dolor sit amet consectetur adipiscing elit sed do eiusmod tempor incididunt ut labore et dolore magna aliqua ut enim ad minim veniam quis nostrud exercitation ullamco laboris nisi ut aliquip ex ea commodo consequat duis aute irure dolor in reprehenderit in voluptate velit esse cillum dolore eu fugiat nulla pariatur Lorem ipsum dolor sit amet consectetur adipiscing elit sed do eiusmod tempor incididunt ut labore et dolore magna aliqua ut enim ad minim veniam quis nostrud exercitation ullamco laboris nisi ut aliquip ex ea commodo consequat duis aute irure dolor in reprehenderit in voluptate velit esse cillum dolore eu fugiat nulla pariatur — [830, 555, 938, 718]
article-subheadline: AN ACCOUNT FOR GERMANY TO SETTLE. — [841, 1897, 927, 1915]
section-headline: STRANGE DIVERGENCE OF VIEWS. — [184, 770, 362, 781]
article-subheadline: PROPOSAL TO CUT DOWN THE TIME. — [8, 798, 122, 816]
section-rule — [421, 870, 699, 871]
article-body: Lorem ipsum dolor sit amet consectetur adipiscing elit sed do eiusmod tempor incididunt ut labore et dolore magna aliqua ut enim ad minim veniam quis nostrud exercitation ullamco laboris nisi ut aliquip ex ea commodo consequat duis aute irure dolor in reprehenderit in voluptate velit esse cillum dolore eu fugiat nulla pariatur Lorem ipsum dolor sit amet consectetur adipiscing elit sed do eiusmod tempor incididunt ut labore et dolore magna aliqua ut enim ad minim veniam quis nostrud exercitation ullamco laboris nisi ut aliquip ex ea commodo consequat duis aute irure dolor in reprehenderit in voluptate velit esse cillum dolore eu fugiat nulla pariatur Lorem ipsum dolor sit amet consectetur adipiscing elit sed do eiusmod tempor incididunt ut labore et dolore magna aliqua ut enim ad minim veniam quis nostrud exercitation ullamco laboris nisi ut aliquip ex ea commodo consequat duis aute irure dolor in reprehenderit in voluptate velit esse cillum dolore eu fugiat nulla pariatur Lorem ipsum dolor sit amet consectetur adipiscing elit sed do eiusmod tempor incididunt ut labore et dolore magna aliqua ut enim ad minim veniam quis nostrud exercitation ullamco laboris nisi ut aliquip ex ea commodo consequat duis aute irure dolor in reprehenderit in voluptate velit esse cillum dolore eu fugiat nulla pariatur — [6, 490, 125, 766]
dateline: Melbourne, April 22. — [880, 2157, 938, 2166]
dateline: London, April 21. — [649, 1114, 699, 1123]
article-subheadline: SOME POLICE STATISTICS. — [963, 1850, 1017, 1869]
headline-fight-dardanelles: THE FIGHT FOR THE DARDANELLES — [148, 224, 398, 279]
section-subheadline: REPORTED LANDING OF ANGLO-FRENCH TROOPS — [432, 778, 688, 790]
article-subheadline: AUSTRALIA'S DECISION. — [964, 424, 1015, 443]
section-subheadline: SQUEEZING THE ENEMY'S STRONGHOLD. — [486, 322, 634, 331]
rule-short — [41, 85, 89, 86]
section-subheadline: HUGE CONSUMPTION OF PROJECTILES — [204, 640, 342, 650]
article-body: Lorem ipsum dolor sit amet consectetur adipiscing elit sed do eiusmod tempor incididunt ut labore et dolore magna aliqua ut enim ad minim veniam quis nostrud exercitation ullamco laboris nisi ut aliquip ex ea commodo consequat duis aute irure dolor in reprehenderit in voluptate velit esse cillum dolore eu fugiat nulla pariatur — [945, 1372, 1034, 1467]
article-headline: HAGUE WOMEN'S CONGRESS DENOUNCED. — [948, 1019, 1031, 1052]
section-rule — [134, 763, 412, 764]
article-headline: BRITISH REVERSE IN EAST AFRICA — [716, 1477, 815, 1500]
article-body: Lorem ipsum dolor sit amet consectetur adipiscing elit sed do eiusmod tempor incididunt ut labore et dolore magna aliqua ut enim ad minim veniam quis nostrud exercitation ullamco laboris nisi ut aliquip ex ea commodo consequat duis aute irure dolor in reprehenderit in voluptate velit esse cillum dolore eu fugiat nulla pariatur Lorem ipsum dolor sit amet consectetur adipiscing elit sed do eiusmod tempor incididunt ut labore et dolore magna aliqua ut enim ad minim veniam quis nostrud exercitation ullamco laboris nisi ut aliquip ex ea commodo consequat duis aute irure dolor in reprehenderit in voluptate velit esse cillum dolore eu fugiat nulla pariatur — [830, 325, 938, 488]
article-body: Lorem ipsum dolor sit amet consectetur adipiscing elit sed do eiusmod tempor incididunt ut labore et dolore magna aliqua ut enim ad minim veniam quis nostrud exercitation ullamco laboris nisi ut aliquip ex ea commodo consequat duis aute irure dolor in reprehenderit in voluptate velit esse cillum dolore eu fugiat nulla pariatur Lorem ipsum dolor sit amet consectetur adipiscing elit sed do eiusmod tempor incididunt ut labore et dolore magna aliqua ut enim ad minim veniam quis nostrud exercitation ullamco laboris nisi ut aliquip ex ea commodo consequat duis aute irure dolor in reprehenderit in voluptate velit esse cillum dolore eu fugiat nulla pariatur Lorem ipsum dolor sit amet consectetur adipiscing elit sed do eiusmod tempor incididunt ut labore et dolore magna aliqua ut enim ad minim veniam quis nostrud exercitation ullamco laboris nisi ut aliquip ex ea commodo consequat duis aute irure dolor in reprehenderit in voluptate velit esse cillum dolore eu fugiat nulla pariatur — [708, 1242, 823, 1466]
section-headline: DAILY LIST OF BRITISH CASUALTIES. — [465, 41, 655, 52]
dateline: Simla, April 21. — [779, 1817, 823, 1827]
article-subheadline: STARVATION, MISERY, AND RUIN. — [949, 243, 1031, 262]
dateline: London, April 21. — [889, 1679, 938, 1689]
section-rule — [421, 590, 699, 591]
article-subheadline: GERMANS CLAIM LARGE CAPTURES. — [718, 1509, 813, 1528]
dateline: Paris, April 21. — [780, 1231, 823, 1240]
article-rule — [708, 594, 823, 595]
article-rule — [945, 859, 1034, 860]
article-subheadline: COLONIAL INSTITUTE LUNCHEON. — [23, 1466, 107, 1485]
section-subheadline: NEWS OF OPERATIONS IN EAST PRUSSIA — [457, 647, 663, 659]
article-rule — [830, 494, 938, 495]
article-rule — [830, 962, 938, 963]
section-headline: THE SLAV-ITALIAN PROBLEM — [485, 1086, 635, 1098]
dateline: Amsterdam, April 21. — [352, 942, 412, 952]
section-rule — [421, 981, 699, 982]
article-rule — [945, 1813, 1034, 1814]
